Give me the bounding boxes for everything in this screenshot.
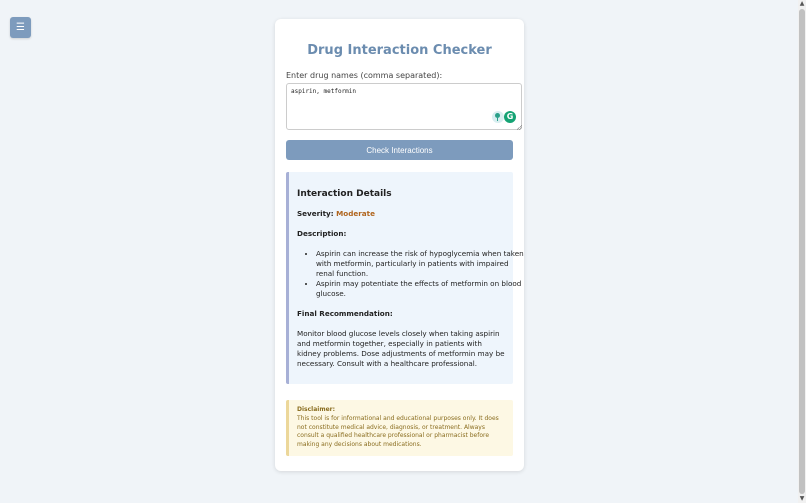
- page-title: Drug Interaction Checker: [307, 43, 492, 58]
- drug-input-label: Enter drug names (comma separated):: [286, 71, 443, 80]
- severity-row: [297, 209, 375, 219]
- vertical-scrollbar[interactable]: [798, 0, 806, 503]
- interaction-details-heading: Interaction Details: [297, 189, 392, 199]
- final-recommendation-text: Monitor blood glucose levels closely when taking aspirin and metformin together, especially in patients with kidney problems. Dose adjustments of metformin may be necessary. Consult with a healthcare professional.: [297, 329, 505, 368]
- description-list: [297, 249, 528, 299]
- hamburger-menu-button[interactable]: [10, 17, 31, 38]
- severity-label: Severity:: [297, 209, 334, 218]
- disclaimer-text: This tool is for informational and educational purposes only. It does not constitute medical advice, diagnosis, or treatment. Always consult a qualified healthcare professional or pharmacist before making any decisions about medications.: [297, 414, 499, 449]
- textarea-resize-handle[interactable]: [517, 125, 522, 130]
- disclaimer-title: Disclaimer:: [297, 406, 336, 413]
- description-item: • Aspirin can increase the risk of hypoglycemia when taken with metformin, particularly in patients with impaired renal function.: [316, 249, 528, 279]
- severity-value: Moderate: [336, 209, 375, 218]
- final-recommendation-label: Final Recommendation:: [297, 309, 393, 318]
- grammarly-icon[interactable]: G: [504, 111, 516, 123]
- checker-card: [275, 19, 524, 471]
- lightbulb-icon[interactable]: [492, 111, 504, 123]
- description-item: • Aspirin may potentiate the effects of metformin on blood glucose.: [316, 279, 528, 299]
- hamburger-menu-icon: ☰: [16, 22, 25, 33]
- check-interactions-button[interactable]: Check Interactions: [286, 140, 513, 160]
- scrollbar-thumb[interactable]: [799, 9, 805, 494]
- scroll-up-arrow-icon[interactable]: ▲: [799, 0, 805, 7]
- description-label: Description:: [297, 229, 347, 238]
- interaction-result-panel: [286, 172, 524, 384]
- input-addon-icons: [491, 111, 517, 124]
- drug-names-input[interactable]: [286, 83, 522, 130]
- disclaimer-box: [286, 400, 513, 456]
- scroll-down-arrow-icon[interactable]: ▼: [799, 495, 805, 502]
